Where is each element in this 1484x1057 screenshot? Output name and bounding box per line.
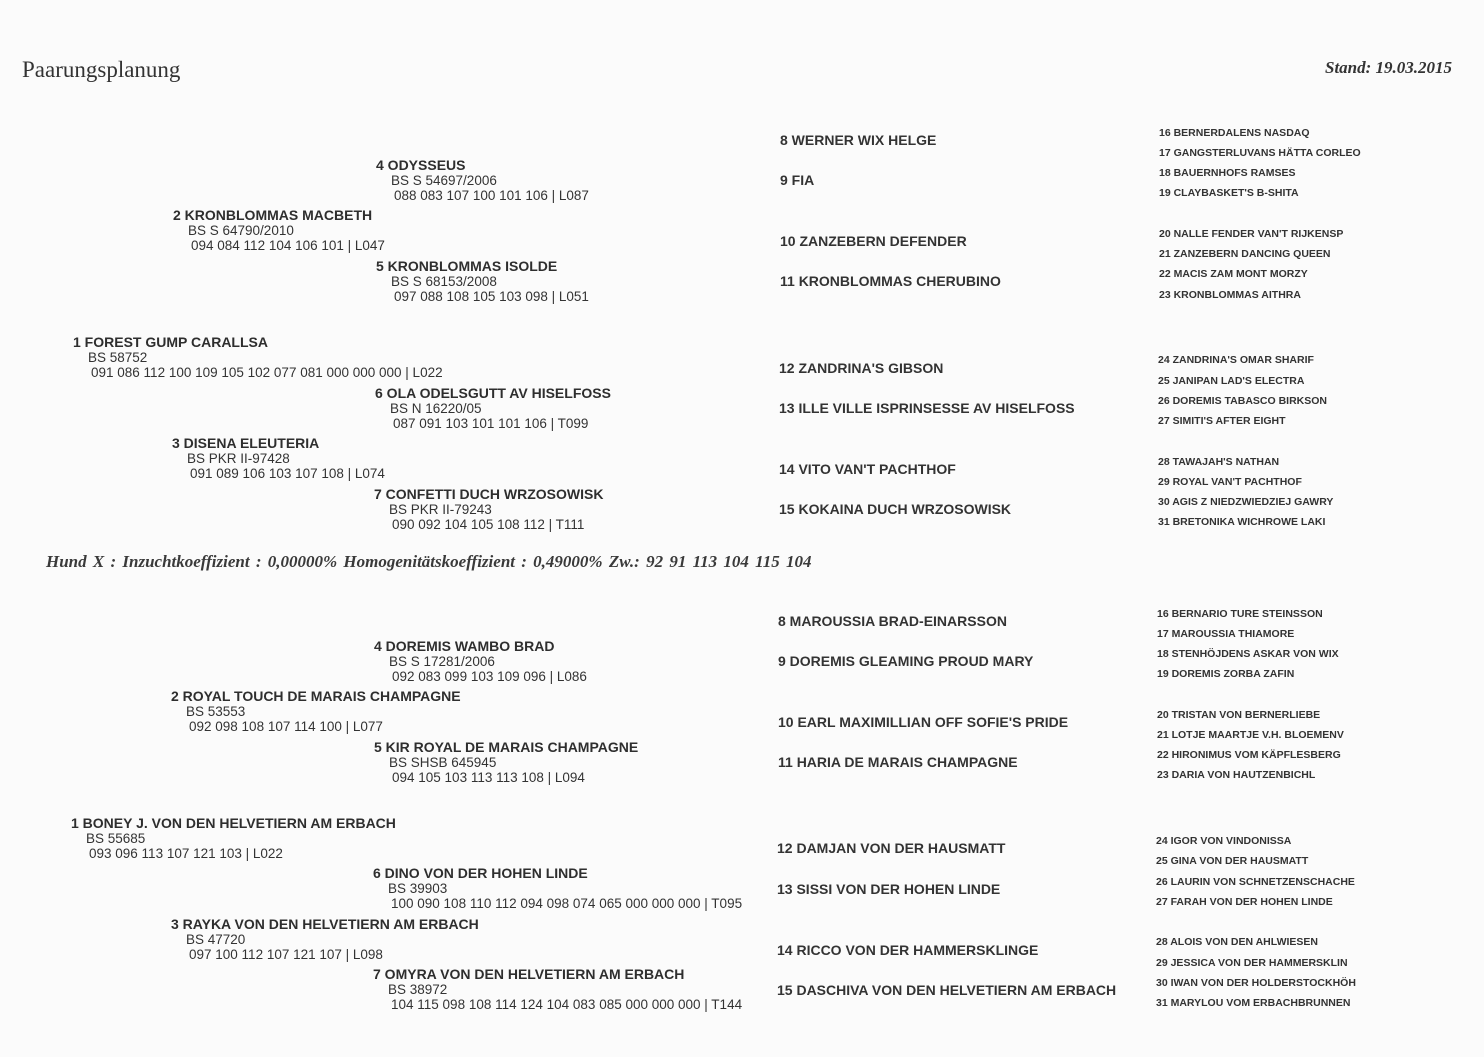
pedigree1-ancestor-10: 10 ZANZEBERN DEFENDER — [780, 233, 967, 249]
pedigree1-ancestor-13: 13 ILLE VILLE ISPRINSESSE AV HISELFOSS — [779, 400, 1075, 416]
pedigree2-ancestor-23: 23 DARIA VON HAUTZENBICHL — [1157, 769, 1316, 781]
dog-reg: BS S 68153/2008 — [391, 274, 497, 289]
pedigree2-dog-1 — [71, 816, 396, 861]
dog-reg: BS SHSB 645945 — [389, 755, 497, 770]
pedigree1-ancestor-21: 21 ZANZEBERN DANCING QUEEN — [1159, 248, 1331, 260]
pedigree2-ancestor-29: 29 JESSICA VON DER HAMMERSKLIN — [1156, 957, 1348, 969]
pedigree1-ancestor-11: 11 KRONBLOMMAS CHERUBINO — [780, 273, 1001, 289]
pedigree1-dog-4 — [376, 158, 589, 203]
pedigree2-dog-2 — [171, 689, 461, 734]
pedigree2-ancestor-22: 22 HIRONIMUS VOM KÄPFLESBERG — [1157, 749, 1341, 761]
pedigree2-ancestor-10: 10 EARL MAXIMILLIAN OFF SOFIE'S PRIDE — [778, 714, 1069, 730]
pedigree2-dog-3 — [171, 917, 479, 962]
dog-reg: BS S 17281/2006 — [389, 654, 495, 669]
pedigree2-ancestor-17: 17 MAROUSSIA THIAMORE — [1157, 628, 1295, 640]
dog-name: 1 BONEY J. VON DEN HELVETIERN AM ERBACH — [71, 815, 396, 831]
dog-scores: 092 098 108 107 114 100 | L077 — [189, 719, 383, 734]
page-title: Paarungsplanung — [22, 57, 181, 82]
dog-name: 7 CONFETTI DUCH WRZOSOWISK — [374, 486, 604, 502]
dog-scores: 097 088 108 105 103 098 | L051 — [394, 289, 589, 304]
dog-scores: 087 091 103 101 101 106 | T099 — [393, 416, 589, 431]
pedigree2-ancestor-19: 19 DOREMIS ZORBA ZAFIN — [1157, 668, 1295, 680]
pedigree1-ancestor-9: 9 FIA — [780, 172, 815, 188]
dog-name: 4 ODYSSEUS — [376, 157, 466, 173]
pedigree1-ancestor-22: 22 MACIS ZAM MONT MORZY — [1159, 268, 1308, 280]
dog-reg: BS 53553 — [186, 704, 246, 719]
dog-reg: BS S 54697/2006 — [391, 173, 497, 188]
pedigree1-ancestor-14: 14 VITO VAN'T PACHTHOF — [779, 461, 956, 477]
dog-name: 5 KIR ROYAL DE MARAIS CHAMPAGNE — [374, 739, 639, 755]
dog-scores: 100 090 108 110 112 094 098 074 065 000 000 000 | T095 — [391, 896, 743, 911]
dog-reg: BS 39903 — [388, 881, 448, 896]
dog-reg: BS S 64790/2010 — [188, 223, 294, 238]
pedigree1-ancestor-15: 15 KOKAINA DUCH WRZOSOWISK — [779, 501, 1012, 517]
dog-reg: BS PKR II-79243 — [389, 502, 492, 517]
pedigree1-dog-1 — [73, 335, 443, 380]
dog-name: 7 OMYRA VON DEN HELVETIERN AM ERBACH — [373, 966, 685, 982]
pedigree1-ancestor-18: 18 BAUERNHOFS RAMSES — [1159, 167, 1296, 179]
dog-reg: BS 38972 — [388, 982, 448, 997]
pedigree1-ancestor-31: 31 BRETONIKA WICHROWE LAKI — [1158, 516, 1326, 528]
pedigree1-ancestor-20: 20 NALLE FENDER VAN'T RIJKENSP — [1159, 228, 1344, 240]
dog-name: 6 OLA ODELSGUTT AV HISELFOSS — [375, 385, 611, 401]
pedigree1-dog-3 — [172, 436, 385, 481]
dog-scores: 091 086 112 100 109 105 102 077 081 000 000 000 | L022 — [91, 365, 443, 380]
pedigree1-dog-7 — [374, 487, 603, 532]
dog-reg: BS N 16220/05 — [390, 401, 482, 416]
pedigree1-ancestor-24: 24 ZANDRINA'S OMAR SHARIF — [1158, 354, 1314, 366]
pedigree2-ancestor-28: 28 ALOIS VON DEN AHLWIESEN — [1156, 936, 1318, 948]
dog-scores: 093 096 113 107 121 103 | L022 — [89, 846, 283, 861]
pedigree2-dog-5 — [374, 740, 638, 785]
pedigree2-dog-4 — [374, 639, 587, 684]
dog-reg: BS 58752 — [88, 350, 148, 365]
dog-name: 6 DINO VON DER HOHEN LINDE — [373, 865, 588, 881]
dog-name: 3 DISENA ELEUTERIA — [172, 435, 320, 451]
dog-name: 2 KRONBLOMMAS MACBETH — [173, 207, 373, 223]
dog-name: 3 RAYKA VON DEN HELVETIERN AM ERBACH — [171, 916, 479, 932]
dog-scores: 094 084 112 104 106 101 | L047 — [191, 238, 385, 253]
dog-scores: 094 105 103 113 113 108 | L094 — [392, 770, 585, 785]
pedigree2-dog-6 — [373, 866, 742, 911]
pedigree1-dog-5 — [376, 259, 589, 304]
dog-name: 1 FOREST GUMP CARALLSA — [73, 334, 268, 350]
pedigree1-ancestor-26: 26 DOREMIS TABASCO BIRKSON — [1158, 395, 1327, 407]
pedigree2-ancestor-26: 26 LAURIN VON SCHNETZENSCHACHE — [1156, 876, 1355, 888]
pedigree1-ancestor-23: 23 KRONBLOMMAS AITHRA — [1159, 289, 1301, 301]
pedigree1-ancestor-29: 29 ROYAL VAN'T PACHTHOF — [1158, 476, 1302, 488]
pedigree2-ancestor-21: 21 LOTJE MAARTJE V.H. BLOEMENV — [1157, 729, 1344, 741]
pedigree2-ancestor-27: 27 FARAH VON DER HOHEN LINDE — [1156, 896, 1333, 908]
dog-scores: 088 083 107 100 101 106 | L087 — [394, 188, 589, 203]
dog-scores: 092 083 099 103 109 096 | L086 — [392, 669, 587, 684]
dog-reg: BS 55685 — [86, 831, 146, 846]
pedigree1-ancestor-16: 16 BERNERDALENS NASDAQ — [1159, 127, 1310, 139]
pedigree2-ancestor-30: 30 IWAN VON DER HOLDERSTOCKHÖH — [1156, 977, 1356, 989]
dog-name: 4 DOREMIS WAMBO BRAD — [374, 638, 555, 654]
pedigree2-ancestor-11: 11 HARIA DE MARAIS CHAMPAGNE — [778, 754, 1018, 770]
dog-scores: 097 100 112 107 121 107 | L098 — [189, 947, 383, 962]
dog-name: 5 KRONBLOMMAS ISOLDE — [376, 258, 558, 274]
pedigree2-ancestor-9: 9 DOREMIS GLEAMING PROUD MARY — [778, 653, 1034, 669]
pedigree2-ancestor-12: 12 DAMJAN VON DER HAUSMATT — [777, 840, 1006, 856]
pedigree1-ancestor-19: 19 CLAYBASKET'S B-SHITA — [1159, 187, 1299, 199]
pedigree2-ancestor-14: 14 RICCO VON DER HAMMERSKLINGE — [777, 942, 1039, 958]
pedigree2-ancestor-20: 20 TRISTAN VON BERNERLIEBE — [1157, 709, 1321, 721]
pedigree1-dog-2 — [173, 208, 385, 253]
pedigree2-ancestor-8: 8 MAROUSSIA BRAD-EINARSSON — [778, 613, 1007, 629]
pedigree2-ancestor-13: 13 SISSI VON DER HOHEN LINDE — [777, 881, 1001, 897]
pedigree1-ancestor-12: 12 ZANDRINA'S GIBSON — [779, 360, 944, 376]
pedigree2-ancestor-31: 31 MARYLOU VOM ERBACHBRUNNEN — [1156, 997, 1351, 1009]
pedigree2-dog-7 — [373, 967, 742, 1012]
pedigree1-ancestor-28: 28 TAWAJAH'S NATHAN — [1158, 456, 1280, 468]
dog-scores: 104 115 098 108 114 124 104 083 085 000 000 000 | T144 — [391, 997, 743, 1012]
pedigree1-ancestor-8: 8 WERNER WIX HELGE — [780, 132, 937, 148]
dog-reg: BS PKR II-97428 — [187, 451, 290, 466]
pedigree2-ancestor-18: 18 STENHÖJDENS ASKAR VON WIX — [1157, 648, 1339, 660]
dog-scores: 091 089 106 103 107 108 | L074 — [190, 466, 385, 481]
pedigree1-dog-6 — [375, 386, 611, 431]
stand-date: Stand: 19.03.2015 — [1325, 58, 1453, 77]
coefficient-line: Hund X : Inzuchtkoeffizient : 0,00000% Homogenitätskoeffizient : 0,49000% Zw.: 92 91 113 104 115 104 — [46, 552, 812, 571]
pedigree1-ancestor-25: 25 JANIPAN LAD'S ELECTRA — [1158, 375, 1305, 387]
pedigree2-ancestor-24: 24 IGOR VON VINDONISSA — [1156, 835, 1292, 847]
pedigree2-ancestor-25: 25 GINA VON DER HAUSMATT — [1156, 855, 1309, 867]
dog-reg: BS 47720 — [186, 932, 246, 947]
pedigree2-ancestor-15: 15 DASCHIVA VON DEN HELVETIERN AM ERBACH — [777, 982, 1117, 998]
pedigree1-ancestor-30: 30 AGIS Z NIEDZWIEDZIEJ GAWRY — [1158, 496, 1334, 508]
pedigree1-ancestor-27: 27 SIMITI'S AFTER EIGHT — [1158, 415, 1286, 427]
pedigree1-ancestor-17: 17 GANGSTERLUVANS HÄTTA CORLEO — [1159, 147, 1361, 159]
dog-name: 2 ROYAL TOUCH DE MARAIS CHAMPAGNE — [171, 688, 461, 704]
dog-scores: 090 092 104 105 108 112 | T111 — [392, 517, 585, 532]
pedigree2-ancestor-16: 16 BERNARIO TURE STEINSSON — [1157, 608, 1323, 620]
